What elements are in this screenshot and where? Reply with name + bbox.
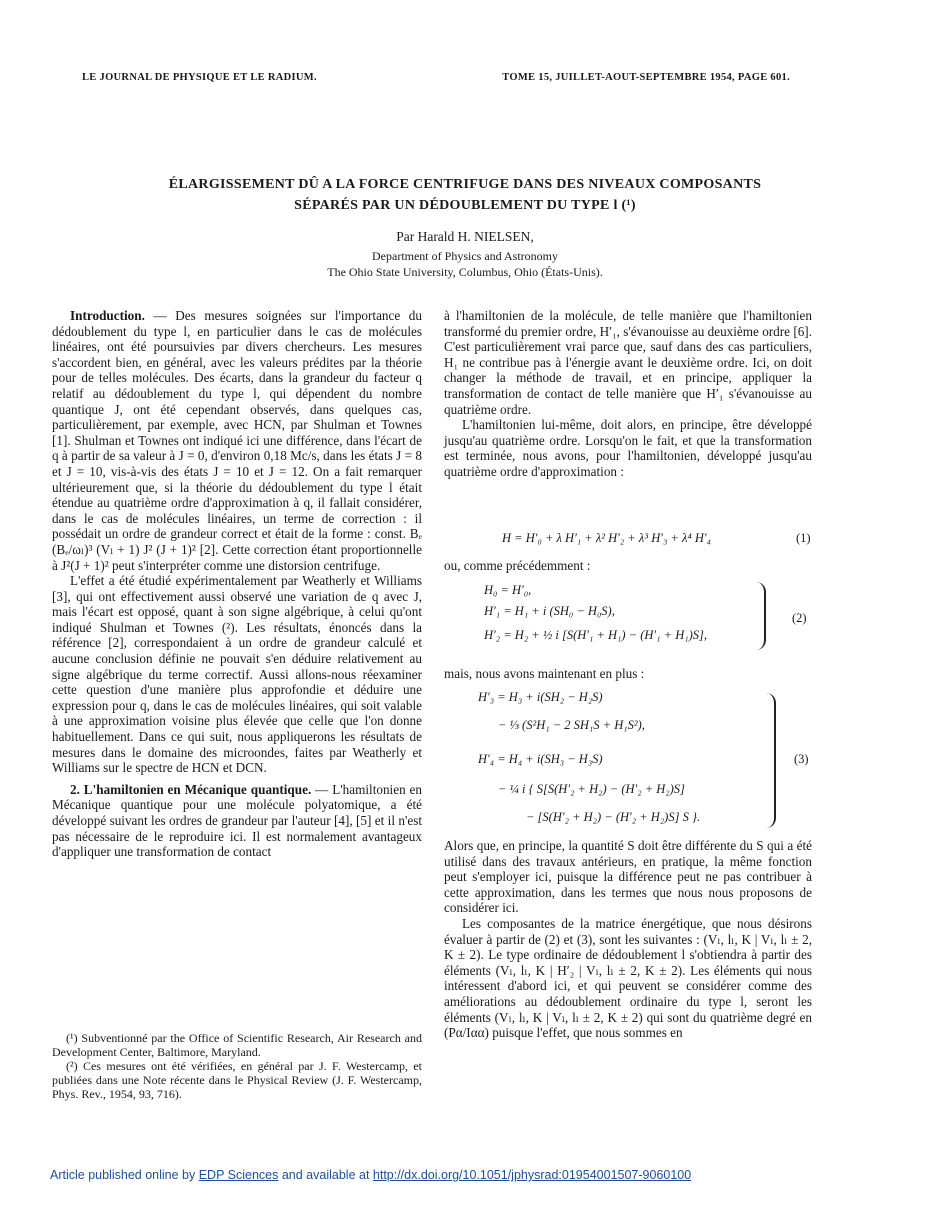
publisher-link[interactable]: EDP Sciences (198, 1168, 279, 1182)
left-column (52, 308, 422, 860)
equation-3-line-1: H′₃ = H₃ + i(SH₂ − H₂S) (478, 690, 603, 704)
footer-middle: and available at (278, 1168, 373, 1182)
equation-3-line-3: H′₄ = H₄ + i(SH₃ − H₃S) (478, 752, 603, 766)
equation-3-line-2: − ⅓ (S²H₁ − 2 SH₁S + H₁S²), (498, 718, 645, 732)
journal-name: LE JOURNAL DE PHYSIQUE ET LE RADIUM. (82, 72, 317, 83)
equation-2-brace (754, 582, 766, 650)
right-column (444, 308, 812, 1148)
section-2-text: — L'hamiltonien en Mécanique quantique pour une molécule polyatomique, a été développé suivant les ordres de grandeur par l'auteur [4], [5] et il n'est pas nécessaire de le reproduire ici. Il est normalement avantageux d'appliquer une transformation de contact (52, 781, 422, 860)
intro-text: — Des mesures soignées sur l'importance du dédoublement du type l, en particulier dans le cas de molécules linéaires, ont été poursuivies par divers chercheurs. Les mesures s'accordent bien, en général, avec les valeurs prédites par la théorie pour de telles molécules. Des écarts, dans la grandeur du facteur q relatif au dédoublement du type l, qui dépendent du nombre quantique J, ont été cependant observés, dans quelques cas, particulièrement, par exemple, avec HCN, par Shulman et Townes [1]. Shulman et Townes ont indiqué ici une différence, dans l'écart de q à partir de sa valeur à J = 0, d'environ 0,18 Mc/s, dans les états J = 8 et J = 10, vis-à-vis des états J = 10 et J = 12. On a fait remarquer ultérieurement que, si la théorie du dédoublement du type l était étendue au quatrième ordre d'approximation à q, il fallait considérer, dans le cas de molécules linéaires, un terme de correction : il possédait un ordre de grandeur correct et était de la forme : const. Bₑ (Bₑ/ωₗ)³ (Vₗ + 1) J² (J + 1)² [2]. Cette correction étant proportionnelle à J²(J + 1)² peut s'interpréter comme une distorsion centrifuge. (52, 308, 422, 573)
publication-footer (50, 1168, 691, 1182)
right-paragraph-1: à l'hamiltonien de la molécule, de telle manière que l'hamiltonien transformé du premier ordre, H′₁, s'évanouisse au deuxième ordre [6]. C'est particulièrement vrai parce que, sauf dans des cas particuliers, H₁ ne contribue pas à l'énergie avant le deuxième ordre. Ici, on doit changer la méthode de travail, et en principe, appliquer la transformation de contact de telle manière que H′₁ s'évanouisse au quatrième ordre. (444, 308, 812, 417)
footnote-1: (¹) Subventionné par the Office of Scientific Research, Air Research and Development Center, Baltimore, Maryland. (52, 1031, 422, 1059)
footer-prefix: Article published online by (50, 1168, 199, 1182)
equation-1: H = H′₀ + λ H′₁ + λ² H′₂ + λ³ H′₃ + λ⁴ H′₄ (502, 531, 711, 545)
right-paragraph-4: Les composantes de la matrice énergétique, que nous désirons évaluer à partir de (2) et (3), sont les suivantes : (Vₗ, lₗ, K | Vₗ, lₗ ± 2, K ± 2). Le type ordinaire de dédoublement l s'obtiendra à partir des éléments (Vₗ, lₗ, K | H′₂ | Vₗ, lₗ ± 2, K ± 2). Les éléments qui nous intéressent d'abord ici, et qui peuvent se considérer comme des améliorations au dédoublement ordinaire du type l, seront les éléments (Vₗ, lₗ, K | Vₗ, lₗ ± 2, K ± 2) qui sont du quatrième degré en (Pα/Iαα) puisque l'effet, que nous sommes en (444, 915, 812, 1041)
equation-2-line-3: H′₂ = H₂ + ½ i [S(H′₁ + H₁) − (H′₁ + H₁)S], (484, 628, 707, 642)
article-title-line2: SÉPARÉS PAR UN DÉDOUBLEMENT DU TYPE l (¹) (294, 198, 636, 213)
equation-3-line-4: − ¼ i { S[S(H′₂ + H₂) − (H′₂ + H₂)S] (498, 782, 685, 796)
issue-info: TOME 15, JUILLET-AOUT-SEPTEMBRE 1954, PAGE 601. (502, 72, 790, 83)
equation-3-number: (3) (794, 752, 809, 766)
section-2-heading: 2. L'hamiltonien en Mécanique quantique. (70, 781, 312, 797)
transition-text-2: mais, nous avons maintenant en plus : (444, 666, 645, 681)
right-paragraph-3: Alors que, en principe, la quantité S doit être différente du S qui a été utilisé dans des travaux antérieurs, en pratique, la même fonction peut s'employer ici, puisque la différence peut ne pas contribuer à cette approximation, dans les termes que nous nous proposons de considérer ici. (444, 838, 812, 916)
intro-heading: Introduction. (70, 308, 145, 323)
intro-paragraph (52, 308, 422, 573)
equation-1-number: (1) (796, 531, 811, 545)
affiliation-dept: Department of Physics and Astronomy (372, 249, 558, 263)
equation-2-line-1: H₀ = H′₀, (484, 583, 532, 597)
section-2-paragraph (52, 782, 422, 860)
footnotes (52, 1031, 422, 1101)
equation-2-number: (2) (792, 611, 807, 625)
equation-2-line-2: H′₁ = H₁ + i (SH₀ − H₀S), (484, 604, 615, 618)
intro-paragraph-2: L'effet a été étudié expérimentalement par Weatherly et Williams [3], qui ont effectivement aussi observé une variation de q avec J, mais l'écart est opposé, quant à son signe algébrique, à celui qu'ont indiqué Shulman et Townes (²). Les résultats, énoncés dans la référence [2], correspondaient à un ordre de grandeur calculé et aucune conclusion définie ne pouvait s'en déduire relativement au signe algébrique du terme correctif. Aussi allons-nous réexaminer cette question d'une manière plus approfondie et déduire une expression pour q, dans le cas de molécules linéaires, qui soit valable à une approximation voisine plus élevée que celle que l'on donne habituellement. Dans ce qui suit, nous appliquerons les résultats de mesures dans le domaine des microondes, faites par Weatherly et Williams sur le spectre de HCN et DCN. (52, 573, 422, 776)
transition-text-1: ou, comme précédemment : (444, 558, 591, 573)
right-lower-text (444, 838, 812, 1041)
equation-3-line-5: − [S(H′₂ + H₂) − (H′₂ + H₂)S] S }. (526, 810, 701, 824)
equation-3-brace (764, 693, 776, 828)
doi-link[interactable]: http://dx.doi.org/10.1051/jphysrad:01954001507-9060100 (372, 1168, 692, 1182)
article-title-line1: ÉLARGISSEMENT DÛ A LA FORCE CENTRIFUGE DANS DES NIVEAUX COMPOSANTS (168, 177, 762, 192)
affiliation-university: The Ohio State University, Columbus, Ohio (États-Unis). (327, 265, 603, 279)
right-paragraph-2: L'hamiltonien lui-même, doit alors, en principe, être développé jusqu'au quatrième ordre. Lorsqu'on le fait, et que la transformation est terminée, nous avons, pour l'hamiltonien, développé jusqu'au quatrième ordre d'approximation : (444, 417, 812, 479)
footnote-2: (²) Ces mesures ont été vérifiées, en général par J. F. Westercamp, et publiées dans une Note récente dans le Physical Review (J. F. Westercamp, Phys. Rev., 1954, 93, 716). (52, 1059, 422, 1101)
author: Par Harald H. NIELSEN, (396, 229, 534, 244)
